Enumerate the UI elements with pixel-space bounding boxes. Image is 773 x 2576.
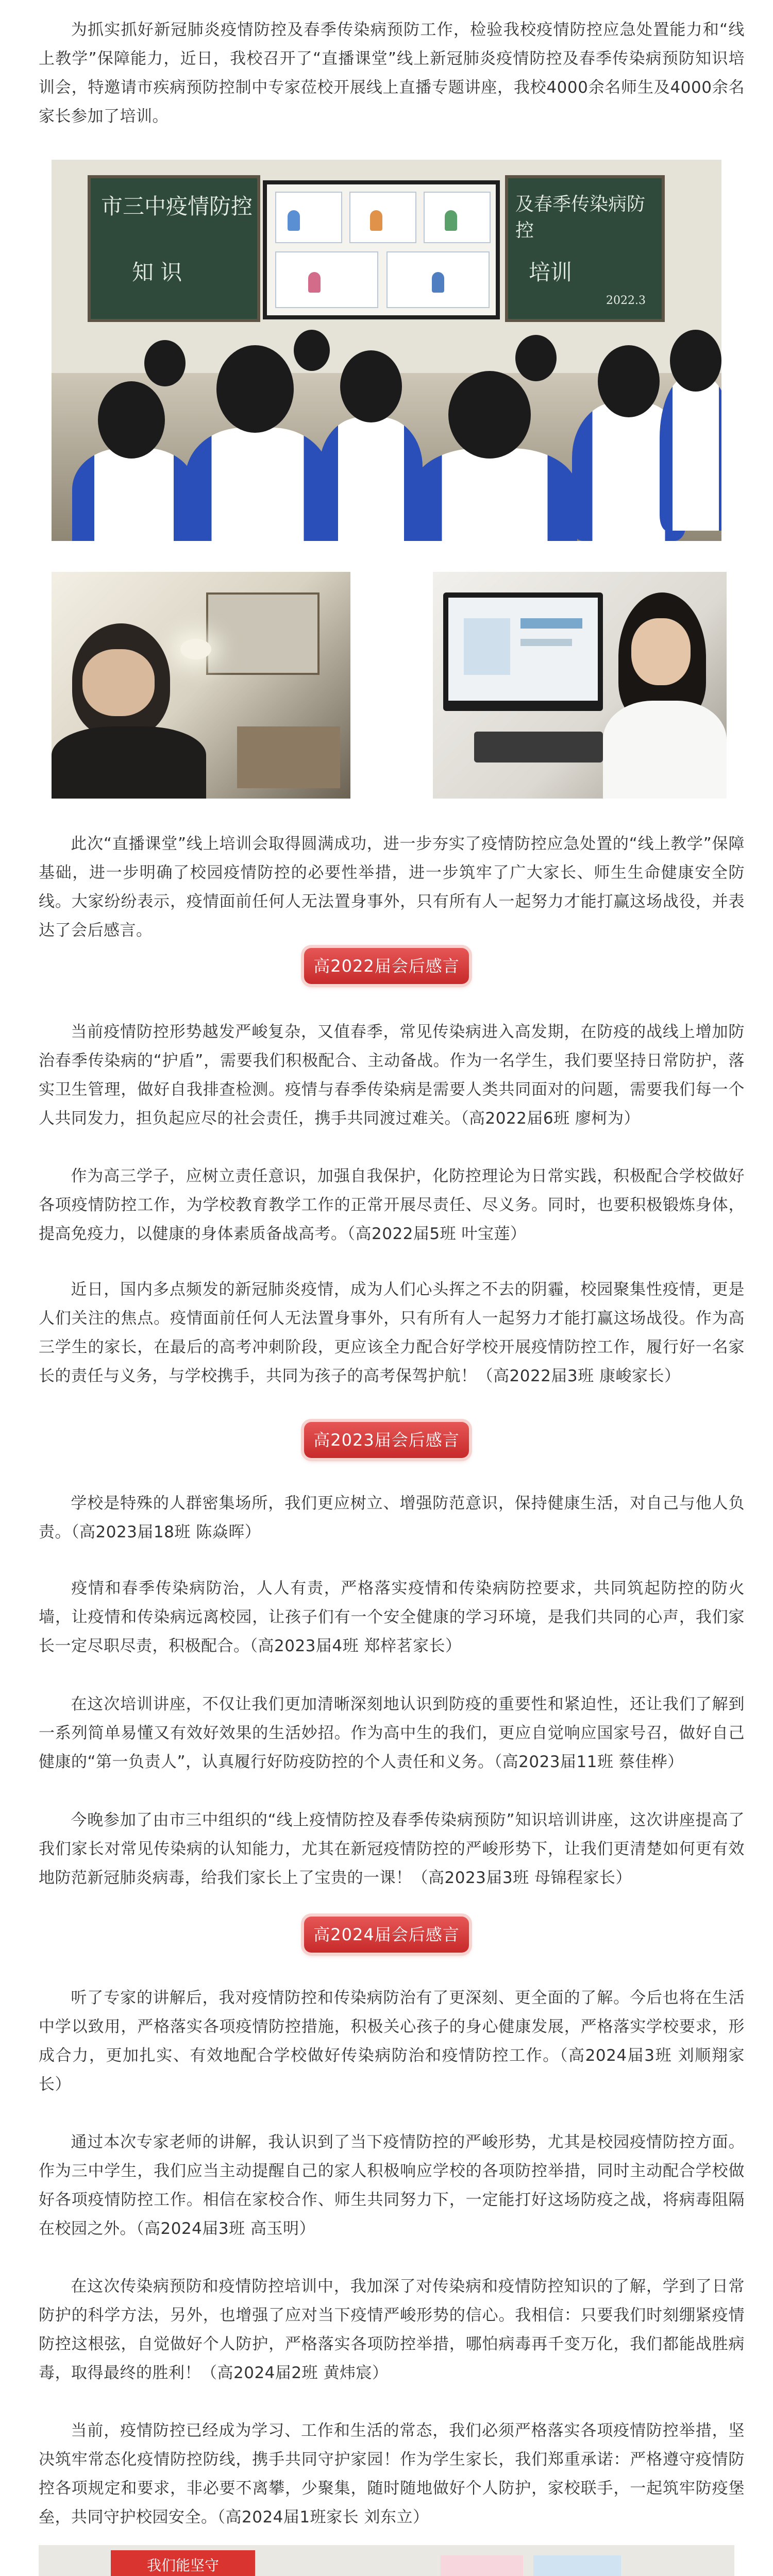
section-badge-2022: 高2022届会后感言 — [304, 948, 469, 984]
classroom-banner-left: 我们能坚守 — [111, 2550, 255, 2576]
comment-paragraph: 疫情和春季传染病防治，人人有责，严格落实疫情和传染病防控要求，共同筑起防控的防火墙，让疫情和传染病远离校园，让孩子们有一个安全健康的学习环境，是我们共同的心声，我们家长一定尽职尽责，积极配合。（高2023届4班 郑梓茗家长） — [39, 1579, 745, 1655]
classroom-livestream-photo — [52, 160, 721, 541]
comment-paragraph: 当前疫情防控形势越发严峻复杂，又值春季，常见传染病进入高发期，在防疫的战线上增加防治春季传染病的“护盾”，需要我们积极配合、主动备战。作为一名学生，我们要坚持日常防护，落实卫生管理，做好自我排查检测。疫情与春季传染病是需要人类共同面对的问题，需要我们每一个人共同发力，担负起应尽的社会责任，携手共同渡过难关。（高2022届6班 廖柯为） — [39, 1023, 745, 1128]
section-badge-2023: 高2023届会后感言 — [304, 1422, 469, 1458]
comment-paragraph: 当前，疫情防控已经成为学习、工作和生活的常态，我们必须严格落实各项疫情防控举措，坚决筑牢常态化疫情防控防线，携手共同守护家园！作为学生家长，我们郑重承诺：严格遵守疫情防控各项规定和要求，非必要不离攀，少聚集，随时随地做好个人防护，家校联手，一起筑牢防疫堡垒，共同守护校园安全。（高2024届1班家长 刘东立） — [39, 2421, 745, 2527]
classroom-students-photo — [39, 2545, 734, 2576]
intro-text: 为抓实抓好新冠肺炎疫情防控及春季传染病预防工作，检验我校疫情防控应急处置能力和“线上教学”保障能力，近日，我校召开了“直播课堂”线上新冠肺炎疫情防控及春季传染病预防知识培训会，特邀请市疾病预防控制中专家莅校开展线上直播专题讲座，我校4000余名师生及4000余名家长参加了培训。 — [39, 21, 745, 126]
comment-paragraph: 通过本次专家老师的讲解，我认识到了当下疫情防控的严峻形势，尤其是校园疫情防控方面。作为三中学生，我们应当主动提醒自己的家人积极响应学校的各项防控举措，同时主动配合学校做好各项疫情防控工作。相信在家校合作、师生共同努力下，一定能打好这场防疫之战，将病毒阻隔在校园之外。（高2024届3班 高玉明） — [39, 2133, 745, 2238]
comment-paragraph: 作为高三学子，应树立责任意识，加强自我保护，化防控理论为日常实践，积极配合学校做好各项疫情防控工作，为学校教育教学工作的正常开展尽责任、尽义务。同时，也要积极锻炼身体，提高免疫力，以健康的身体素质备战高考。（高2022届5班 叶宝莲） — [39, 1167, 745, 1243]
comment-paragraph: 近日，国内多点频发的新冠肺炎疫情，成为人们心头挥之不去的阴霾，校园聚集性疫情，更是人们关注的焦点。疫情面前任何人无法置身事外，只有所有人一起努力才能打赢这场战役。作为高三学生的家长，在最后的高考冲刺阶段，更应该全力配合好学校开展疫情防控工作，履行好一名家长的责任与义务，与学校携手，共同为孩子的高考保驾护航！（高2022届3班 康峻家长） — [39, 1280, 745, 1385]
blackboard-left: 市三中疫情防控 知 识 — [88, 175, 260, 322]
comment-paragraph: 今晚参加了由市三中组织的“线上疫情防控及春季传染病预防”知识培训讲座，这次讲座提高了我们家长对常见传染病的认知能力，尤其在新冠疫情防控的严峻形势下，让我们更清楚如何更有效地防范新冠肺炎病毒，给我们家长上了宝贵的一课！（高2023届3班 母锦程家长） — [39, 1811, 745, 1887]
teacher-computer-photo — [433, 572, 727, 799]
section-badge-2024: 高2024届会后感言 — [304, 1917, 469, 1953]
intro-paragraph — [39, 15, 745, 131]
comment-paragraph: 在这次培训讲座，不仅让我们更加清晰深刻地认识到防疫的重要性和紧迫性，还让我们了解到一系列简单易懂又有效好效果的生活妙招。作为高中生的我们，更应自觉响应国家号召，做好自己健康的“第一负责人”，认真履行好防疫防控的个人责任和义务。（高2023届11班 蔡佳桦） — [39, 1695, 745, 1771]
comment-paragraph: 学校是特殊的人群密集场所，我们更应树立、增强防范意识，保持健康生活，对自己与他人负责。（高2023届18班 陈焱晖） — [39, 1494, 745, 1541]
comment-paragraph: 听了专家的讲解后，我对疫情防控和传染病防治有了更深刻、更全面的了解。今后也将在生活中学以致用，严格落实各项疫情防控措施，积极关心孩子的身心健康发展，严格落实学校要求，形成合力，更加扎实、有效地配合学校做好传染病防治和疫情防控工作。（高2024届3班 刘顺翔家长） — [39, 1989, 745, 2094]
blackboard-right: 及春季传染病防控 培训 2022.3 — [505, 175, 665, 322]
comment-paragraph: 在这次传染病预防和疫情防控培训中，我加深了对传染病和疫情防控知识的了解，学到了日常防护的科学方法，另外，也增强了应对当下疫情严峻形势的信心。我相信：只要我们时刻绷紧疫情防控这根弦，自觉做好个人防护，严格落实各项防控举措，哪怕病毒再千变万化，我们都能战胜病毒，取得最终的胜利！（高2024届2班 黄炜宸） — [39, 2277, 745, 2382]
teacher-watching-photo — [52, 572, 350, 799]
projector-screen — [263, 180, 500, 319]
summary-paragraph: 此次“直播课堂”线上培训会取得圆满成功，进一步夯实了疫情防控应急处置的“线上教学”保障基础，进一步明确了校园疫情防控的必要性举措，进一步筑牢了广大家长、师生生命健康安全防线。大家纷纷表示，疫情面前任何人无法置身事外，只有所有人一起努力才能打赢这场战役，并表达了会后感言。 — [39, 835, 745, 940]
